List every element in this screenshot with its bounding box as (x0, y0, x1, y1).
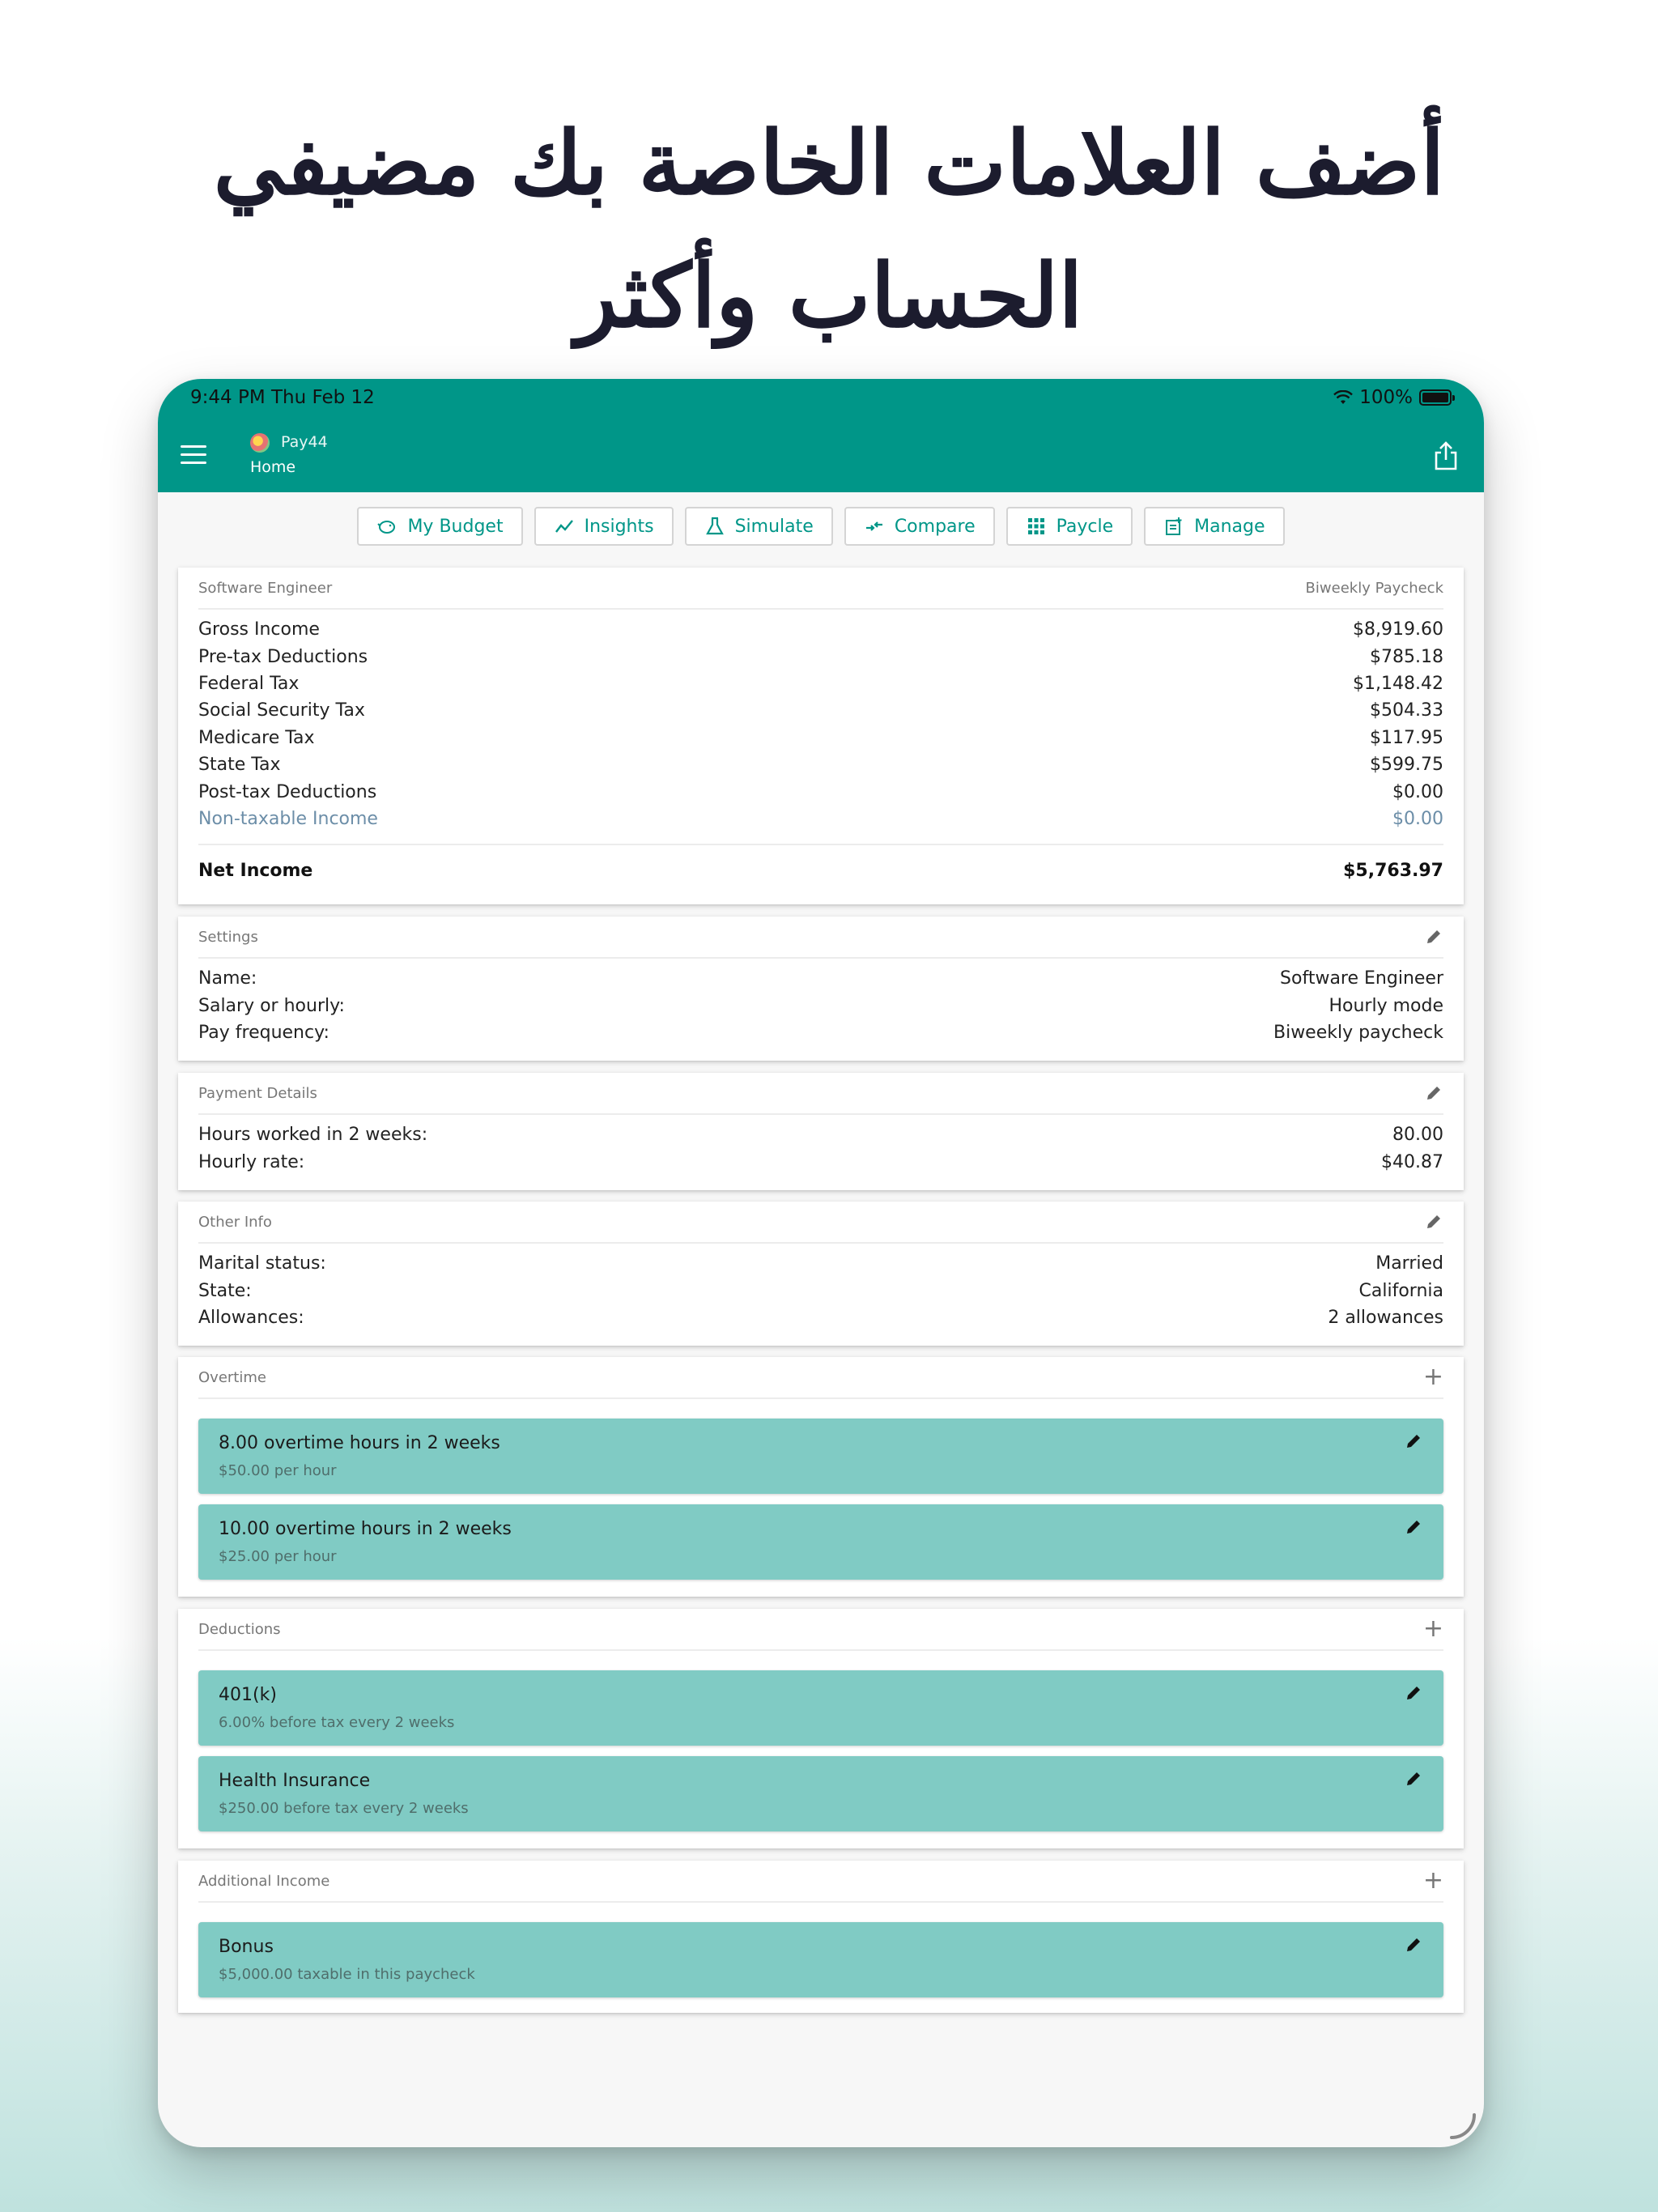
row-label: Allowances: (198, 1307, 304, 1328)
item-subtitle: 6.00% before tax every 2 weeks (219, 1714, 455, 1731)
chip-my-budget[interactable] (357, 507, 522, 546)
row-label: Salary or hourly: (198, 995, 345, 1016)
row-value: $0.00 (1392, 808, 1443, 829)
resize-corner-icon (1445, 2108, 1477, 2141)
deduction-item[interactable] (198, 1756, 1443, 1831)
overtime-item[interactable] (198, 1504, 1443, 1580)
edit-icon[interactable] (1424, 1083, 1443, 1103)
card-header (198, 917, 1443, 959)
net-income-row (198, 845, 1443, 895)
card-title: Deductions (198, 1620, 281, 1638)
card-title: Settings (198, 928, 258, 946)
row-value: California (1358, 1280, 1443, 1301)
row-value: $599.75 (1370, 755, 1443, 776)
item-title: 401(k) (219, 1685, 277, 1705)
status-time: 9:44 PM Thu Feb 12 (190, 387, 375, 408)
row-label: State: (198, 1280, 252, 1301)
add-icon[interactable]: + (1422, 1363, 1443, 1391)
deduction-item[interactable] (198, 1670, 1443, 1746)
battery-icon (1419, 389, 1452, 406)
row-value: $1,148.42 (1353, 673, 1443, 694)
card-title: Overtime (198, 1368, 266, 1386)
chip-insights[interactable] (534, 507, 674, 546)
paycheck-summary-card (178, 568, 1464, 904)
status-indicators (1333, 387, 1452, 408)
item-title: 10.00 overtime hours in 2 weeks (219, 1519, 512, 1539)
card-header (198, 1073, 1443, 1115)
row-value: Biweekly paycheck (1273, 1022, 1443, 1043)
edit-icon[interactable] (1404, 1683, 1423, 1703)
row-label: Post-tax Deductions (198, 781, 377, 802)
edit-icon[interactable] (1404, 1769, 1423, 1789)
app-bar (158, 379, 1484, 492)
item-subtitle: $50.00 per hour (219, 1462, 337, 1479)
compare-arrows-icon (864, 516, 885, 537)
item-title: 8.00 overtime hours in 2 weeks (219, 1433, 500, 1453)
page-title: Home (250, 458, 296, 476)
row-value: $117.95 (1370, 727, 1443, 748)
payment-details-card (178, 1073, 1464, 1190)
additional-income-item[interactable] (198, 1922, 1443, 1997)
row-value: Hourly mode (1329, 995, 1443, 1016)
card-title: Additional Income (198, 1872, 330, 1890)
chip-label: My Budget (407, 516, 504, 537)
piggy-bank-icon (376, 516, 397, 537)
edit-icon[interactable] (1404, 1935, 1423, 1955)
item-subtitle: $5,000.00 taxable in this paycheck (219, 1966, 475, 1983)
chip-compare[interactable] (844, 507, 995, 546)
row-value: $40.87 (1381, 1151, 1443, 1172)
chip-label: Manage (1194, 516, 1265, 537)
pay-period: Biweekly Paycheck (1305, 579, 1443, 597)
row-label: Federal Tax (198, 673, 300, 694)
payment-row (198, 1148, 1443, 1175)
row-label: Social Security Tax (198, 700, 365, 721)
chip-label: Compare (894, 516, 976, 537)
grid-icon (1026, 516, 1047, 537)
chip-label: Insights (584, 516, 654, 537)
promo-headline: أضف العلامات الخاصة بك مضيفي الحساب وأكثر (213, 113, 1445, 347)
row-value: 80.00 (1392, 1125, 1443, 1146)
row-value: Software Engineer (1280, 968, 1443, 989)
summary-row (198, 643, 1443, 670)
edit-icon[interactable] (1424, 927, 1443, 946)
card-header (198, 1357, 1443, 1399)
row-label: State Tax (198, 755, 281, 776)
item-subtitle: $25.00 per hour (219, 1548, 337, 1565)
trend-icon (554, 516, 575, 537)
summary-row (198, 778, 1443, 805)
edit-icon[interactable] (1404, 1431, 1423, 1451)
row-label: Marital status: (198, 1253, 326, 1274)
settings-row (198, 965, 1443, 992)
card-header (198, 1861, 1443, 1903)
card-title: Other Info (198, 1213, 272, 1231)
chip-manage[interactable] (1144, 507, 1284, 546)
item-title: Bonus (219, 1937, 274, 1957)
chip-label: Paycle (1056, 516, 1114, 537)
row-value: $8,919.60 (1353, 619, 1443, 640)
row-value: $785.18 (1370, 646, 1443, 667)
settings-row (198, 992, 1443, 1019)
other-row (198, 1250, 1443, 1277)
edit-icon[interactable] (1424, 1212, 1443, 1231)
row-value: Married (1375, 1253, 1443, 1274)
menu-icon[interactable] (181, 445, 206, 463)
other-row (198, 1277, 1443, 1304)
battery-percent: 100% (1359, 387, 1413, 408)
summary-row (198, 616, 1443, 643)
row-label: Gross Income (198, 619, 320, 640)
overtime-item[interactable] (198, 1419, 1443, 1494)
tablet-frame (158, 379, 1484, 2147)
nav-chips (158, 507, 1484, 546)
net-income-label: Net Income (198, 860, 313, 881)
card-header (198, 1609, 1443, 1651)
row-value: 2 allowances (1328, 1307, 1443, 1328)
share-icon[interactable] (1432, 440, 1460, 471)
add-icon[interactable]: + (1422, 1866, 1443, 1895)
flask-icon (704, 516, 725, 537)
row-value: $0.00 (1392, 781, 1443, 802)
wifi-icon (1333, 390, 1353, 405)
summary-row (198, 725, 1443, 751)
chip-paycle[interactable] (1006, 507, 1133, 546)
net-income-value: $5,763.97 (1343, 860, 1443, 881)
row-label: Name: (198, 968, 257, 989)
other-row (198, 1304, 1443, 1331)
item-title: Health Insurance (219, 1771, 371, 1791)
row-label: Hours worked in 2 weeks: (198, 1125, 428, 1146)
row-label: Hourly rate: (198, 1151, 305, 1172)
settings-row (198, 1019, 1443, 1046)
overtime-card (178, 1357, 1464, 1597)
payment-row (198, 1121, 1443, 1148)
card-header (198, 1202, 1443, 1244)
edit-icon[interactable] (1404, 1517, 1423, 1537)
chip-label: Simulate (734, 516, 814, 537)
summary-row (198, 670, 1443, 697)
row-label: Medicare Tax (198, 727, 315, 748)
summary-row (198, 697, 1443, 724)
row-label: Non-taxable Income (198, 808, 378, 829)
summary-row (198, 751, 1443, 778)
manage-icon (1163, 516, 1184, 537)
row-label: Pay frequency: (198, 1022, 329, 1043)
app-logo-icon (250, 433, 270, 453)
row-value: $504.33 (1370, 700, 1443, 721)
settings-card (178, 917, 1464, 1061)
row-label: Pre-tax Deductions (198, 646, 368, 667)
job-name: Software Engineer (198, 579, 333, 597)
item-subtitle: $250.00 before tax every 2 weeks (219, 1800, 469, 1817)
additional-income-card (178, 1861, 1464, 2013)
add-icon[interactable]: + (1422, 1614, 1443, 1643)
deductions-card (178, 1609, 1464, 1848)
other-info-card (178, 1202, 1464, 1346)
chip-simulate[interactable] (685, 507, 833, 546)
summary-row[interactable] (198, 806, 1443, 832)
card-header (198, 568, 1443, 610)
app-name: Pay44 (281, 433, 328, 451)
card-title: Payment Details (198, 1084, 317, 1102)
